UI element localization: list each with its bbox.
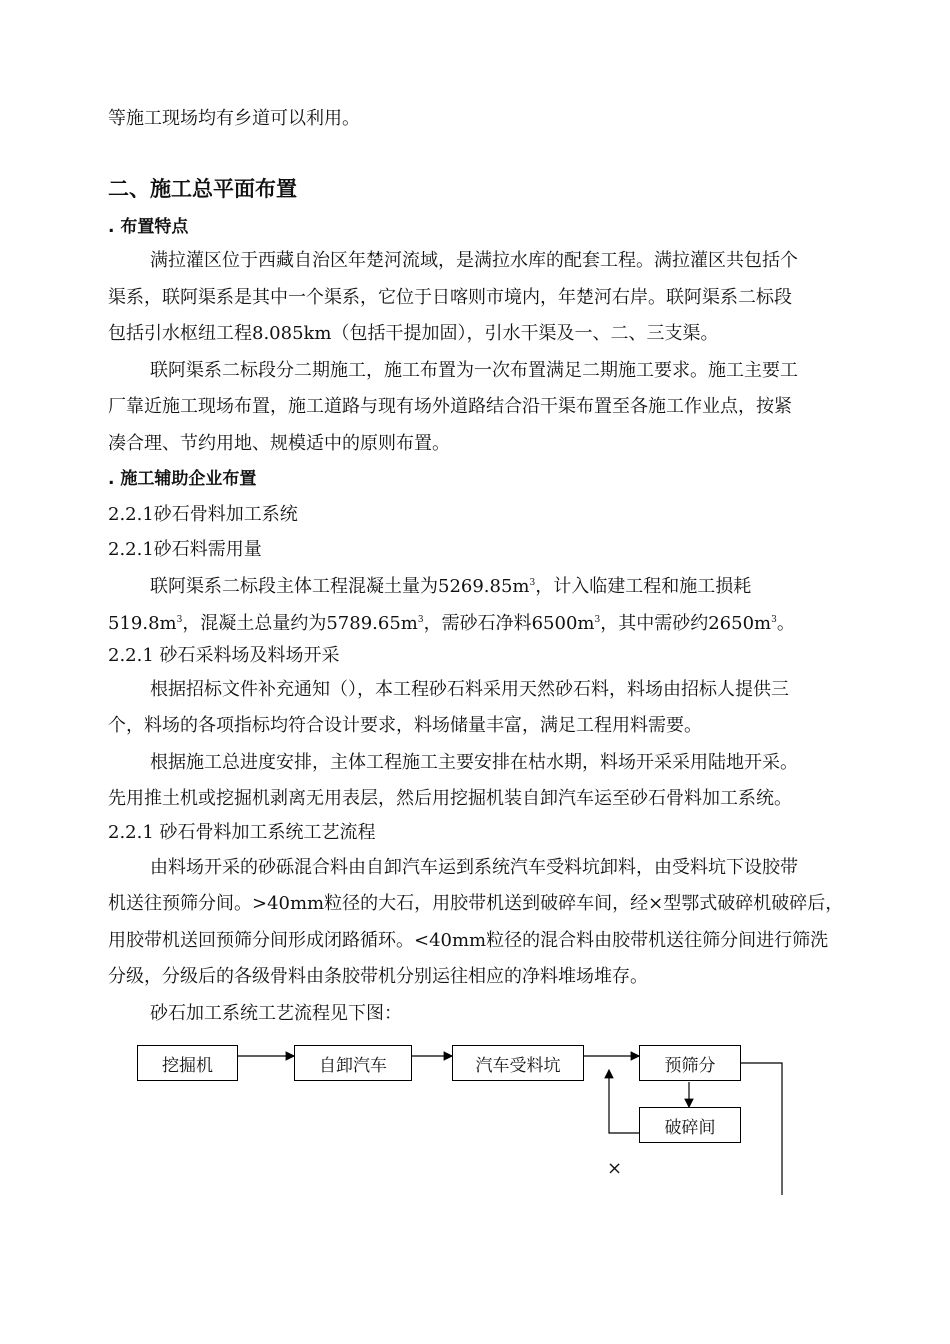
- superscript: 3: [176, 615, 183, 625]
- flow-box-crushing: 破碎间: [639, 1107, 741, 1143]
- numbered-heading: 2.2.1砂石料需用量: [108, 539, 262, 560]
- paragraph-line: 机送往预筛分间。>40mm粒径的大石，用胶带机送到破碎车间，经×型鄂式破碎机破碎后，: [108, 893, 844, 914]
- text-run: 5269.85m: [438, 576, 530, 597]
- superscript: 3: [771, 615, 777, 625]
- return-arrow: [609, 1070, 639, 1133]
- flow-box-pre-screening: 预筛分: [639, 1045, 741, 1081]
- superscript: 3: [417, 615, 424, 625]
- numbered-heading: 2.2.1 砂石骨料加工系统工艺流程: [108, 822, 376, 843]
- flow-box-excavator: 挖掘机: [137, 1045, 238, 1081]
- paragraph-line: 根据施工总进度安排，主体工程施工主要安排在枯水期，料场开采采用陆地开采。: [150, 752, 798, 773]
- superscript: 3: [529, 578, 536, 588]
- paragraph-line: 用胶带机送回预筛分间形成闭路循环。<40mm粒径的混合料由胶带机送往筛分间进行筛洗: [108, 930, 829, 951]
- text-run: ，混凝土总量约为5789.65m: [182, 613, 418, 634]
- text-run: ，需砂石净料6500m: [423, 613, 595, 634]
- text-run: ，计入临建工程和施工损耗: [535, 576, 752, 597]
- text-run: 。: [776, 613, 795, 634]
- section-heading: 二、施工总平面布置: [108, 177, 297, 201]
- numbered-heading: 2.2.1砂石骨料加工系统: [108, 504, 298, 525]
- subsection-heading: . 布置特点: [108, 217, 189, 237]
- paragraph-line: 联阿渠系二标段分二期施工，施工布置为一次布置满足二期施工要求。施工主要工: [150, 360, 798, 381]
- paragraph-line: 渠系，联阿渠系是其中一个渠系，它位于日喀则市境内，年楚河右岸。联阿渠系二标段: [108, 287, 792, 308]
- paragraph-line: 个，料场的各项指标均符合设计要求，料场储量丰富，满足工程用料需要。: [108, 715, 702, 736]
- output-line: [741, 1063, 782, 1195]
- text-run: 联阿渠系二标段主体工程混凝土量为: [150, 576, 438, 597]
- paragraph-line: 先用推土机或挖掘机剥离无用表层，然后用挖掘机装自卸汽车运至砂石骨料加工系统。: [108, 788, 792, 809]
- flow-box-dump-truck: 自卸汽车: [294, 1045, 412, 1081]
- paragraph-line: 分级，分级后的各级骨料由条胶带机分别运往相应的净料堆场堆存。: [108, 966, 648, 987]
- paragraph-line: 根据招标文件补充通知（），本工程砂石料采用天然砂石料，料场由招标人提供三: [150, 679, 789, 700]
- paragraph-line: 满拉灌区位于西藏自治区年楚河流域，是满拉水库的配套工程。满拉灌区共包括个: [150, 250, 798, 271]
- paragraph-line: 由料场开采的砂砾混合料由自卸汽车运到系统汽车受料坑卸料，由受料坑下设胶带: [150, 857, 798, 878]
- paragraph-line: 凑合理、节约用地、规模适中的原则布置。: [108, 433, 450, 454]
- intro-paragraph: 等施工现场均有乡道可以利用。: [108, 108, 360, 129]
- text-run: ，其中需砂约2650m: [600, 613, 772, 634]
- numbered-heading: 2.2.1 砂石采料场及料场开采: [108, 645, 340, 666]
- flow-box-receiving-pit: 汽车受料坑: [452, 1045, 584, 1081]
- text-run: 519.8m: [108, 613, 177, 634]
- paragraph-line: 包括引水枢纽工程8.085km（包括干提加固），引水干渠及一、二、三支渠。: [108, 323, 719, 344]
- paragraph-line: 砂石加工系统工艺流程见下图：: [150, 1003, 402, 1024]
- superscript: 3: [594, 615, 601, 625]
- subsection-heading: . 施工辅助企业布置: [108, 469, 257, 489]
- paragraph-line: 厂靠近施工现场布置，施工道路与现有场外道路结合沿干渠布置至各施工作业点，按紧: [108, 396, 792, 417]
- cross-mark: ×: [607, 1158, 623, 1179]
